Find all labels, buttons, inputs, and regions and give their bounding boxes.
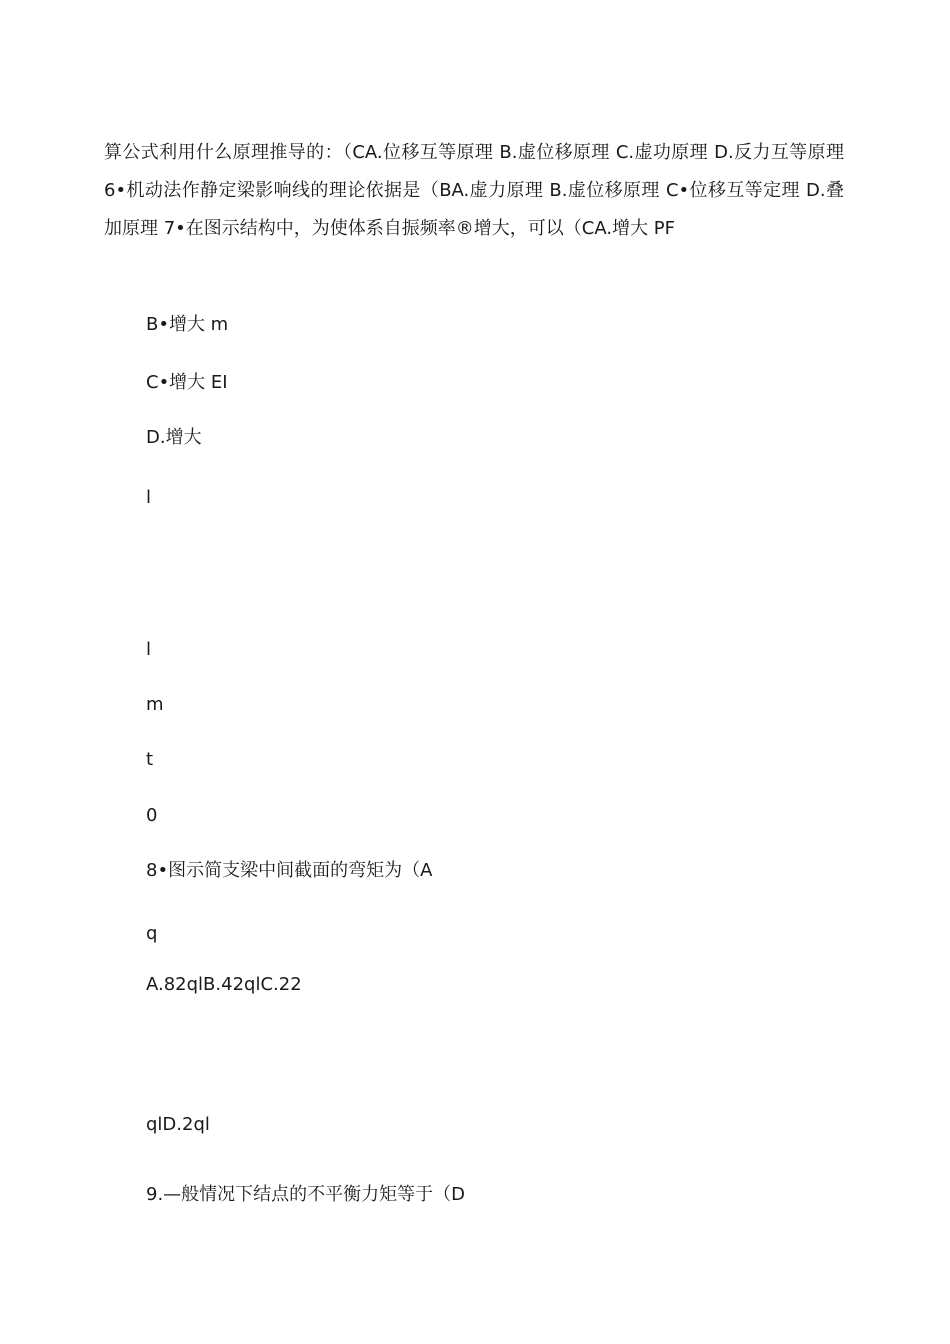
figure-label-l-1: l — [146, 487, 152, 508]
question-8-options-continued: qlD.2ql — [146, 1114, 210, 1135]
figure-label-t: t — [146, 749, 154, 770]
question-8-line: 8•图示简支梁中间截面的弯矩为（A — [146, 860, 433, 881]
option-d-line: D.增大 — [146, 427, 202, 448]
option-b-line: B•增大 m — [146, 314, 229, 335]
question-8-options-line: A.82qlB.42qlC.22 — [146, 974, 302, 995]
question-paragraph: 算公式利用什么原理推导的：（CA.位移互等原理 B.虚位移原理 C.虚功原理 D.反力互等原理 6•机动法作静定梁影响线的理论依据是（BA.虚力原理 B.虚位移原理 C•位移互等定理 D.叠加原理 7•在图示结构中，为使体系自振频率®增大，可以（CA.增大 PF — [104, 142, 844, 239]
question-9-line: 9.—般情况下结点的不平衡力矩等于（D — [146, 1184, 466, 1205]
figure-label-zero: 0 — [146, 805, 158, 826]
figure-label-m: m — [146, 694, 164, 715]
figure-label-q: q — [146, 923, 158, 944]
option-c-line: C•增大 EI — [146, 372, 228, 393]
figure-label-l-2: l — [146, 639, 152, 660]
